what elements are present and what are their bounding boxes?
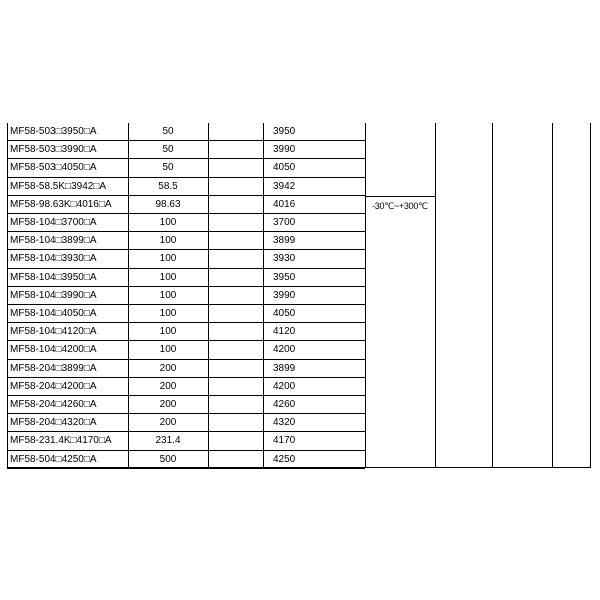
table-row [7, 196, 365, 214]
value-cell: 98.63 [128, 196, 208, 214]
empty-cell [208, 159, 263, 177]
temperature-range: -30℃~+300℃ [372, 201, 428, 211]
code-cell: 4050 [263, 159, 365, 177]
value-cell: 50 [128, 159, 208, 177]
model-cell: MF58-204□4200□A [7, 378, 128, 396]
model-cell: MF58-503□3950□A [7, 123, 128, 141]
value-cell: 100 [128, 250, 208, 268]
empty-cell [208, 323, 263, 341]
value-cell: 500 [128, 451, 208, 469]
code-cell: 4200 [263, 341, 365, 359]
model-cell: MF58-204□3899□A [7, 360, 128, 378]
value-cell: 50 [128, 141, 208, 159]
table-row [7, 123, 365, 141]
table-row [7, 159, 365, 177]
table-row [7, 323, 365, 341]
code-cell: 3950 [263, 123, 365, 141]
value-cell: 200 [128, 360, 208, 378]
empty-cell [208, 214, 263, 232]
model-cell: MF58-503□3990□A [7, 141, 128, 159]
grid-line [552, 123, 553, 468]
temperature-cell [365, 123, 435, 468]
code-cell: 3930 [263, 250, 365, 268]
grid-line [492, 123, 493, 468]
model-cell: MF58-104□4200□A [7, 341, 128, 359]
value-cell: 200 [128, 396, 208, 414]
model-cell: MF58-504□4250□A [7, 451, 128, 469]
table-row [7, 396, 365, 414]
empty-cell [208, 123, 263, 141]
code-cell: 4260 [263, 396, 365, 414]
model-cell: MF58-58.5K□3942□A [7, 178, 128, 196]
empty-cell [208, 432, 263, 450]
model-cell: MF58-104□3899□A [7, 232, 128, 250]
code-cell: 3990 [263, 141, 365, 159]
value-cell: 200 [128, 378, 208, 396]
empty-cell [208, 378, 263, 396]
table-row [7, 432, 365, 450]
code-cell: 4016 [263, 196, 365, 214]
model-cell: MF58-104□4050□A [7, 305, 128, 323]
model-cell: MF58-104□4120□A [7, 323, 128, 341]
empty-cell [208, 196, 263, 214]
value-cell: 100 [128, 305, 208, 323]
table-row [7, 214, 365, 232]
model-cell: MF58-98.63K□4016□A [7, 196, 128, 214]
model-cell: MF58-104□3700□A [7, 214, 128, 232]
table-row [7, 305, 365, 323]
empty-cell [208, 250, 263, 268]
empty-cell [208, 287, 263, 305]
code-cell: 4250 [263, 451, 365, 469]
model-cell: MF58-104□3930□A [7, 250, 128, 268]
empty-cell [208, 141, 263, 159]
value-cell: 50 [128, 123, 208, 141]
table-row [7, 414, 365, 432]
empty-cell [208, 269, 263, 287]
empty-cell [208, 341, 263, 359]
table-row [7, 360, 365, 378]
value-cell: 100 [128, 269, 208, 287]
table-row [7, 250, 365, 268]
code-cell: 3950 [263, 269, 365, 287]
model-cell: MF58-204□4260□A [7, 396, 128, 414]
grid-line [435, 123, 436, 468]
spec-table [7, 123, 591, 468]
empty-cell [208, 451, 263, 469]
code-cell: 3990 [263, 287, 365, 305]
value-cell: 231.4 [128, 432, 208, 450]
model-cell: MF58-503□4050□A [7, 159, 128, 177]
code-cell: 4050 [263, 305, 365, 323]
grid-line [590, 123, 591, 468]
code-cell: 4200 [263, 378, 365, 396]
value-cell: 100 [128, 341, 208, 359]
empty-cell [208, 232, 263, 250]
model-cell: MF58-104□3990□A [7, 287, 128, 305]
value-cell: 100 [128, 323, 208, 341]
temperature-divider [365, 196, 435, 197]
value-cell: 100 [128, 214, 208, 232]
table-row [7, 378, 365, 396]
code-cell: 3899 [263, 360, 365, 378]
code-cell: 3899 [263, 232, 365, 250]
table-row [7, 232, 365, 250]
value-cell: 100 [128, 287, 208, 305]
empty-cell [208, 178, 263, 196]
empty-cell [208, 396, 263, 414]
table-row [7, 287, 365, 305]
model-cell: MF58-231.4K□4170□A [7, 432, 128, 450]
model-cell: MF58-204□4320□A [7, 414, 128, 432]
empty-cell [208, 305, 263, 323]
table-row [7, 269, 365, 287]
code-cell: 4120 [263, 323, 365, 341]
value-cell: 200 [128, 414, 208, 432]
code-cell: 3942 [263, 178, 365, 196]
table-row [7, 451, 365, 469]
table-row [7, 141, 365, 159]
value-cell: 58.5 [128, 178, 208, 196]
code-cell: 3700 [263, 214, 365, 232]
empty-cell [208, 360, 263, 378]
table-row [7, 178, 365, 196]
model-cell: MF58-104□3950□A [7, 269, 128, 287]
value-cell: 100 [128, 232, 208, 250]
code-cell: 4320 [263, 414, 365, 432]
code-cell: 4170 [263, 432, 365, 450]
table-row [7, 341, 365, 359]
empty-cell [208, 414, 263, 432]
